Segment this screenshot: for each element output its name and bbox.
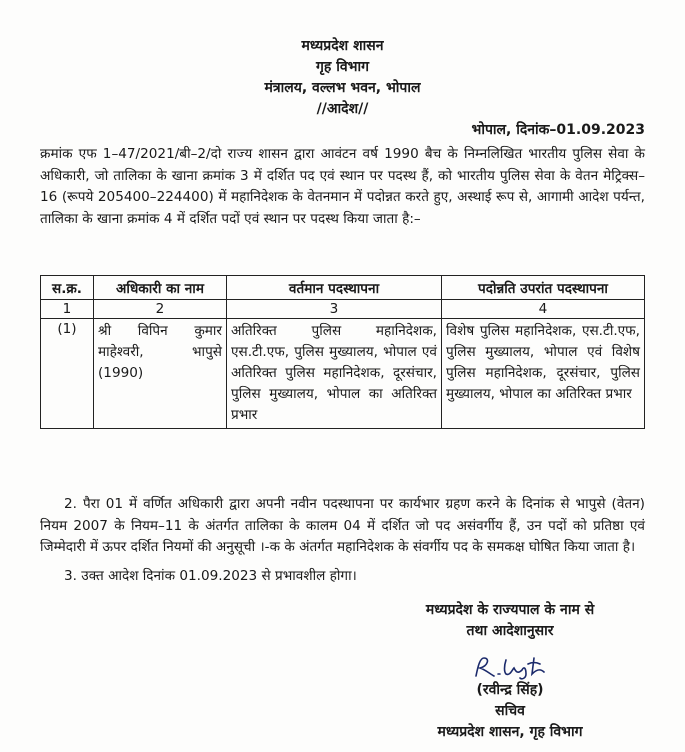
paragraph-3: 3. उक्त आदेश दिनांक 01.09.2023 से प्रभावशील होगा।: [64, 568, 357, 584]
table-number-row: [41, 300, 645, 319]
current-posting-cell: अतिरिक्त पुलिस महानिदेशक, एस.टी.एफ, पुलिस मुख्यालय, भोपाल एवं अतिरिक्त पुलिस महानिदेशक, दूरसंचार, पुलिस मुख्यालय, भोपाल का अतिरिक्त प्रभार: [227, 319, 442, 429]
document-header: [0, 36, 685, 120]
header-address: मंत्रालय, वल्लभ भवन, भोपाल: [264, 80, 421, 96]
posting-after-promotion-cell: विशेष पुलिस महानिदेशक, एस.टी.एफ, पुलिस मुख्यालय, भोपाल एवं विशेष पुलिस महानिदेशक, दूरसंचार, पुलिस मुख्यालय, भोपाल का अतिरिक्त प्रभार: [442, 319, 645, 429]
column-number: 4: [442, 300, 645, 319]
posting-table: [40, 275, 645, 429]
paragraph-1: क्रमांक एफ 1–47/2021/बी–2/दो राज्य शासन द्वारा आवंटन वर्ष 1990 बैच के निम्नलिखित भारतीय पुलिस सेवा के अधिकारी, जो तालिका के खाना क्रमांक 3 में दर्शित पद एवं स्थान पर पदस्थ हैं, को भारतीय पुलिस सेवा के वेतन मेट्रिक्स–16 (रूपये 205400–224400) में महानिदेशक के वेतनमान में पदोन्नत करते हुए, अस्थाई रूप से, आगामी आदेश पर्यन्त, तालिका के खाना क्रमांक 4 में दर्शित पदों एवं स्थान पर पदस्थ किया जाता है:–: [40, 146, 645, 227]
table-header-row: [41, 276, 645, 300]
signoff-block: [390, 600, 630, 642]
signoff-line-1: मध्यप्रदेश के राज्यपाल के नाम से: [425, 602, 595, 618]
header-department: गृह विभाग: [316, 59, 369, 75]
order-date: भोपाल, दिनांक–01.09.2023: [471, 122, 645, 138]
column-number: 1: [41, 300, 94, 319]
signoff-line-2: तथा आदेशानुसार: [466, 623, 554, 639]
serial-cell: (1): [41, 319, 94, 429]
signatory-designation: सचिव: [495, 703, 525, 719]
column-number: 2: [94, 300, 227, 319]
column-number: 3: [227, 300, 442, 319]
handwritten-signature: [470, 652, 560, 682]
officer-name-cell: श्री विपिन कुमार माहेश्वरी, भापुसे (1990): [94, 319, 227, 429]
signatory-name: (रवीन्द्र सिंह): [476, 682, 544, 698]
signatory-block: [390, 680, 630, 743]
table-header-cell: अधिकारी का नाम: [94, 276, 227, 300]
signatory-department: मध्यप्रदेश शासन, गृह विभाग: [437, 724, 583, 740]
paragraph-2: 2. पैरा 01 में वर्णित अधिकारी द्वारा अपनी नवीन पदस्थापना पर कार्यभार ग्रहण करने के दिनांक से भापुसे (वेतन) नियम 2007 के नियम–11 के अंतर्गत तालिका के कालम 04 में दर्शित जो पद असंवर्गीय हैं, उन पदों को प्रतिष्ठा एवं जिम्मेदारी में ऊपर दर्शित नियमों की अनुसूची ।-क के अंतर्गत महानिदेशक के संवर्गीय पद के समकक्ष घोषित किया जाता है।: [40, 496, 645, 555]
header-government: मध्यप्रदेश शासन: [301, 38, 384, 54]
table-row: [41, 319, 645, 429]
table-header-cell: स.क्र.: [41, 276, 94, 300]
table-header-cell: वर्तमान पदस्थापना: [227, 276, 442, 300]
header-order-title: //आदेश//: [316, 101, 369, 117]
table-header-cell: पदोन्नति उपरांत पदस्थापना: [442, 276, 645, 300]
